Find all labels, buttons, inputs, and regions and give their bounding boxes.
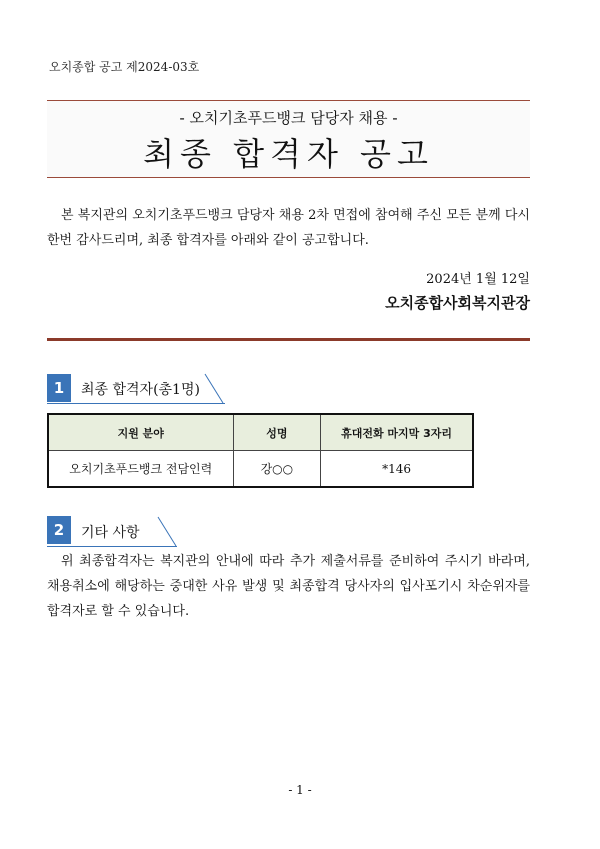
table-header-row (48, 414, 473, 451)
table-row (48, 451, 473, 488)
header-field: 지원 분야 (48, 414, 233, 451)
page-number: - 1 - (288, 783, 312, 797)
organization-name: 오치종합사회복지관장 (385, 294, 530, 312)
cell-field: 오치기초푸드뱅크 전담인력 (48, 451, 233, 488)
notice-date: 2024년 1월 12일 (426, 272, 530, 287)
section-2-title: 기타 사항 (81, 525, 140, 541)
header-phone-last-digits: 휴대전화 마지막 3자리 (321, 414, 473, 451)
header-name: 성명 (233, 414, 321, 451)
section-2-number-badge: 2 (47, 516, 71, 544)
cell-name: 강○○ (233, 451, 321, 488)
notice-number: 오치종합 공고 제2024-03호 (49, 60, 200, 74)
section-divider (47, 338, 530, 341)
section-1-slash-decoration (203, 372, 225, 404)
title-box (47, 100, 530, 178)
intro-paragraph: 본 복지관의 오치기초푸드뱅크 담당자 채용 2차 면접에 참여해 주신 모든 분께 다시 한번 감사드리며, 최종 합격자를 아래와 같이 공고합니다. (47, 208, 530, 248)
page-title: 최종 합격자 공고 (143, 135, 434, 173)
other-notes-paragraph: 위 최종합격자는 복지관의 안내에 따라 추가 제출서류를 준비하여 주시기 바라며, 채용취소에 해당하는 중대한 사유 발생 및 최종합격 당사자의 입사포기시 차순위자를 합격자로 할 수 있습니다. (47, 554, 530, 619)
section-1-underline (47, 403, 225, 404)
section-1-title: 최종 합격자(총1명) (81, 382, 200, 398)
result-table (47, 413, 474, 488)
section-1-number-badge: 1 (47, 374, 71, 402)
notice-subtitle: - 오치기초푸드뱅크 담당자 채용 - (179, 109, 398, 127)
cell-phone: *146 (321, 451, 473, 488)
section-2-slash-decoration (156, 515, 178, 547)
